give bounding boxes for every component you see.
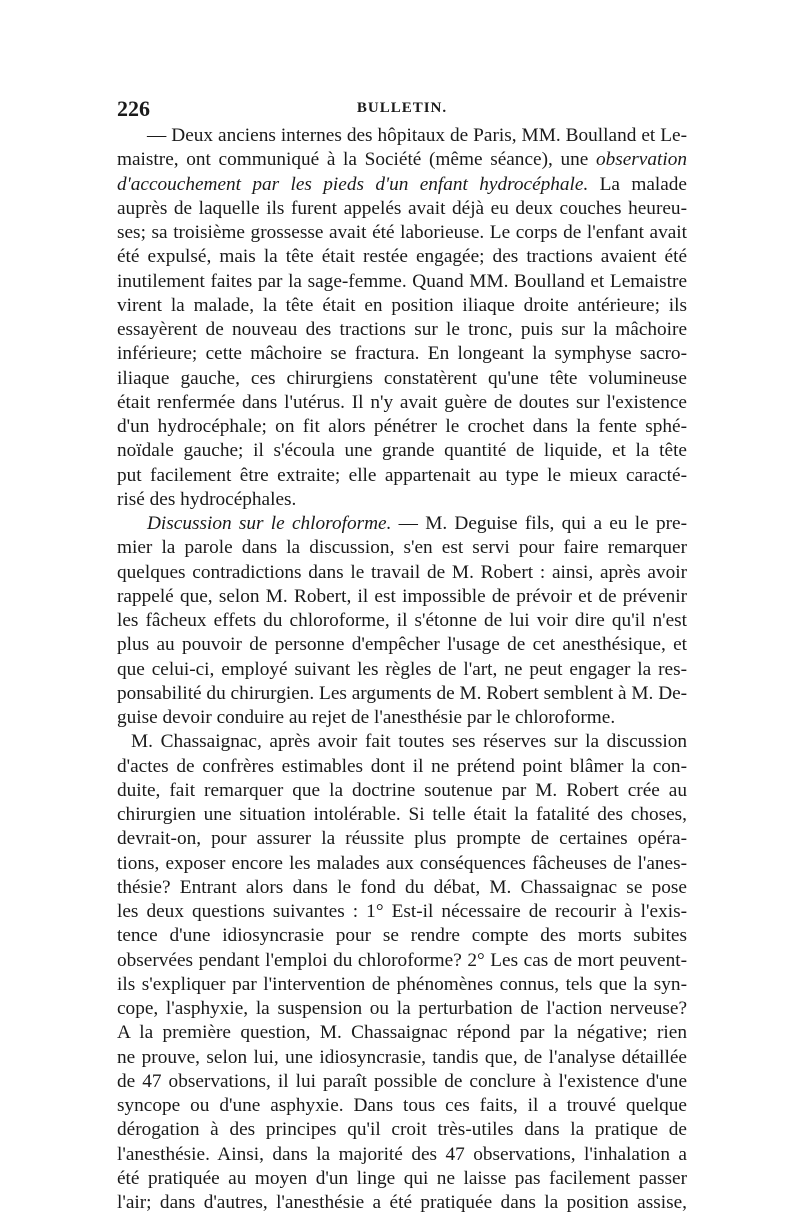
text-run: tence d'une idiosyncrasie pour se rendre compte des morts subites: [117, 925, 687, 947]
text-run: les deux questions suivantes : 1° Est-il nécessaire de recourir à l'exis-: [117, 901, 687, 922]
text-line: [117, 730, 687, 754]
text-line: [117, 488, 687, 512]
text-run: l'anesthésie. Ainsi, dans la majorité des 47 observations, l'inhalation a: [117, 1143, 687, 1165]
text-line: [117, 318, 687, 342]
text-run: de 47 observations, il lui paraît possible de conclure à l'existence d'une: [117, 1070, 687, 1092]
text-line: [117, 342, 687, 366]
text-run: A la première question, M. Chassaignac répond par la négative; rien: [117, 1022, 687, 1044]
text-line: [117, 827, 687, 851]
text-line: [117, 997, 687, 1021]
text-run: les fâcheux effets du chloroforme, il s'étonne de lui voir dire qu'il n'est: [117, 610, 687, 631]
italic-text: Discussion sur le chloroforme.: [147, 513, 392, 534]
text-line: [117, 1118, 687, 1142]
text-line: [117, 633, 687, 657]
text-run: été expulsé, mais la tête était restée engagée; des tractions avaient été: [117, 246, 687, 268]
text-run: l'air; dans d'autres, l'anesthésie a été pratiquée dans la position assise,: [117, 1192, 687, 1213]
running-title: BULLETIN.: [356, 100, 448, 116]
text-line: [117, 270, 687, 294]
page-number: 226: [117, 96, 150, 121]
text-line: [117, 949, 687, 973]
text-line: [117, 585, 687, 609]
text-run: guise devoir conduire au rejet de l'anesthésie par le chloroforme.: [117, 707, 616, 728]
text-line: [117, 1046, 687, 1070]
text-line: [117, 973, 687, 997]
text-run: ils s'expliquer par l'intervention de phénomènes connus, tels que la syn-: [117, 973, 687, 995]
text-line: [117, 658, 687, 682]
text-line: [117, 1070, 687, 1094]
text-run: inférieure; cette mâchoire se fractura. En longeant la symphyse sacro-: [117, 343, 687, 365]
text-run: ses; sa troisième grossesse avait été laborieuse. Le corps de l'enfant avait: [117, 222, 687, 243]
text-run: été pratiquée au moyen d'un linge qui ne laisse pas facilement passer: [117, 1167, 687, 1189]
text-line: [117, 900, 687, 924]
text-line: [117, 852, 687, 876]
text-run: devrait-on, pour assurer la réussite plus prompte de certaines opéra-: [117, 828, 687, 850]
text-run: put facilement être extraite; elle appartenait au type le mieux caracté-: [117, 464, 687, 486]
text-run: chirurgien une situation intolérable. Si telle était la fatalité des choses,: [117, 804, 687, 825]
text-run: noïdale gauche; il s'écoula une grande quantité de liquide, et la tête: [117, 440, 687, 462]
text-run: maistre, ont communiqué à la Société (même séance), une: [117, 149, 596, 171]
text-run: — M. Deguise fils, qui a eu le pre-: [391, 513, 687, 534]
italic-text: d'accouchement par les pieds d'un enfant hydrocéphale.: [117, 173, 589, 195]
text-run: auprès de laquelle ils furent appelés avait déjà eu deux couches heureu-: [117, 197, 687, 219]
body-text: [117, 124, 687, 1215]
text-run: ponsabilité du chirurgien. Les arguments de M. Robert semblent à M. De-: [117, 682, 688, 704]
text-line: [117, 876, 687, 900]
text-line: [117, 536, 687, 560]
text-line: [117, 755, 687, 779]
text-run: virent la malade, la tête était en position iliaque droite antérieure; ils: [117, 294, 687, 316]
text-run: que celui-ci, employé suivant les règles de l'art, ne peut engager la res-: [117, 658, 687, 680]
text-run: d'un hydrocéphale; on fit alors pénétrer le crochet dans la fente sphé-: [117, 416, 687, 437]
text-line: [117, 1021, 687, 1045]
text-run: syncope ou d'une asphyxie. Dans tous ces faits, il a trouvé quelque: [117, 1095, 687, 1116]
text-run: thésie? Entrant alors dans le fond du débat, M. Chassaignac se pose: [117, 876, 687, 898]
text-line: [117, 1094, 687, 1118]
text-run: tions, exposer encore les malades aux conséquences fâcheuses de l'anes-: [117, 852, 687, 874]
text-line: [117, 512, 687, 536]
text-line: [117, 245, 687, 269]
text-line: [117, 924, 687, 948]
page-header: [117, 96, 687, 126]
text-line: [117, 609, 687, 633]
text-run: rappelé que, selon M. Robert, il est impossible de prévoir et de prévenir: [117, 585, 687, 607]
text-line: [117, 221, 687, 245]
text-run: La malade: [588, 173, 687, 195]
text-run: d'actes de confrères estimables dont il ne prétend point blâmer la con-: [117, 755, 687, 777]
text-line: [117, 803, 687, 827]
text-line: [117, 682, 687, 706]
text-run: quelques contradictions dans le travail de M. Robert : ainsi, après avoir: [117, 561, 687, 583]
text-line: [117, 779, 687, 803]
text-line: [117, 1167, 687, 1191]
text-line: [117, 464, 687, 488]
text-line: [117, 415, 687, 439]
text-run: iliaque gauche, ces chirurgiens constatèrent qu'une tête volumineuse: [117, 367, 687, 389]
text-line: [117, 148, 687, 172]
text-run: essayèrent de nouveau des tractions sur le tronc, puis sur la mâchoire: [117, 319, 687, 340]
text-line: [117, 124, 687, 148]
text-run: — Deux anciens internes des hôpitaux de Paris, MM. Boulland et Le-: [147, 125, 687, 146]
text-run: ne prouve, selon lui, une idiosyncrasie, tandis que, de l'analyse détaillée: [117, 1046, 687, 1068]
text-run: risé des hydrocéphales.: [117, 488, 297, 510]
text-line: [117, 197, 687, 221]
text-line: [117, 367, 687, 391]
text-line: [117, 1143, 687, 1167]
text-run: observées pendant l'emploi du chloroforme? 2° Les cas de mort peuvent-: [117, 949, 687, 971]
text-line: [117, 706, 687, 730]
text-run: plus au pouvoir de personne d'empêcher l'usage de cet anesthésique, et: [117, 634, 687, 656]
text-line: [117, 294, 687, 318]
text-run: mier la parole dans la discussion, s'en est servi pour faire remarquer: [117, 537, 687, 559]
text-run: inutilement faites par la sage-femme. Quand MM. Boulland et Lemaistre: [117, 270, 687, 292]
text-line: [117, 1191, 687, 1215]
italic-text: observation: [595, 149, 687, 171]
text-line: [117, 173, 687, 197]
text-run: cope, l'asphyxie, la suspension ou la perturbation de l'action nerveuse?: [117, 998, 687, 1019]
text-run: duite, fait remarquer que la doctrine soutenue par M. Robert crée au: [117, 779, 687, 801]
text-run: était renfermée dans l'utérus. Il n'y avait guère de doutes sur l'existence: [117, 391, 687, 413]
text-run: dérogation à des principes qu'il croit très-utiles dans la pratique de: [117, 1119, 687, 1141]
text-line: [117, 439, 687, 463]
text-run: M. Chassaignac, après avoir fait toutes ses réserves sur la discussion: [131, 731, 687, 753]
text-line: [117, 391, 687, 415]
text-line: [117, 561, 687, 585]
